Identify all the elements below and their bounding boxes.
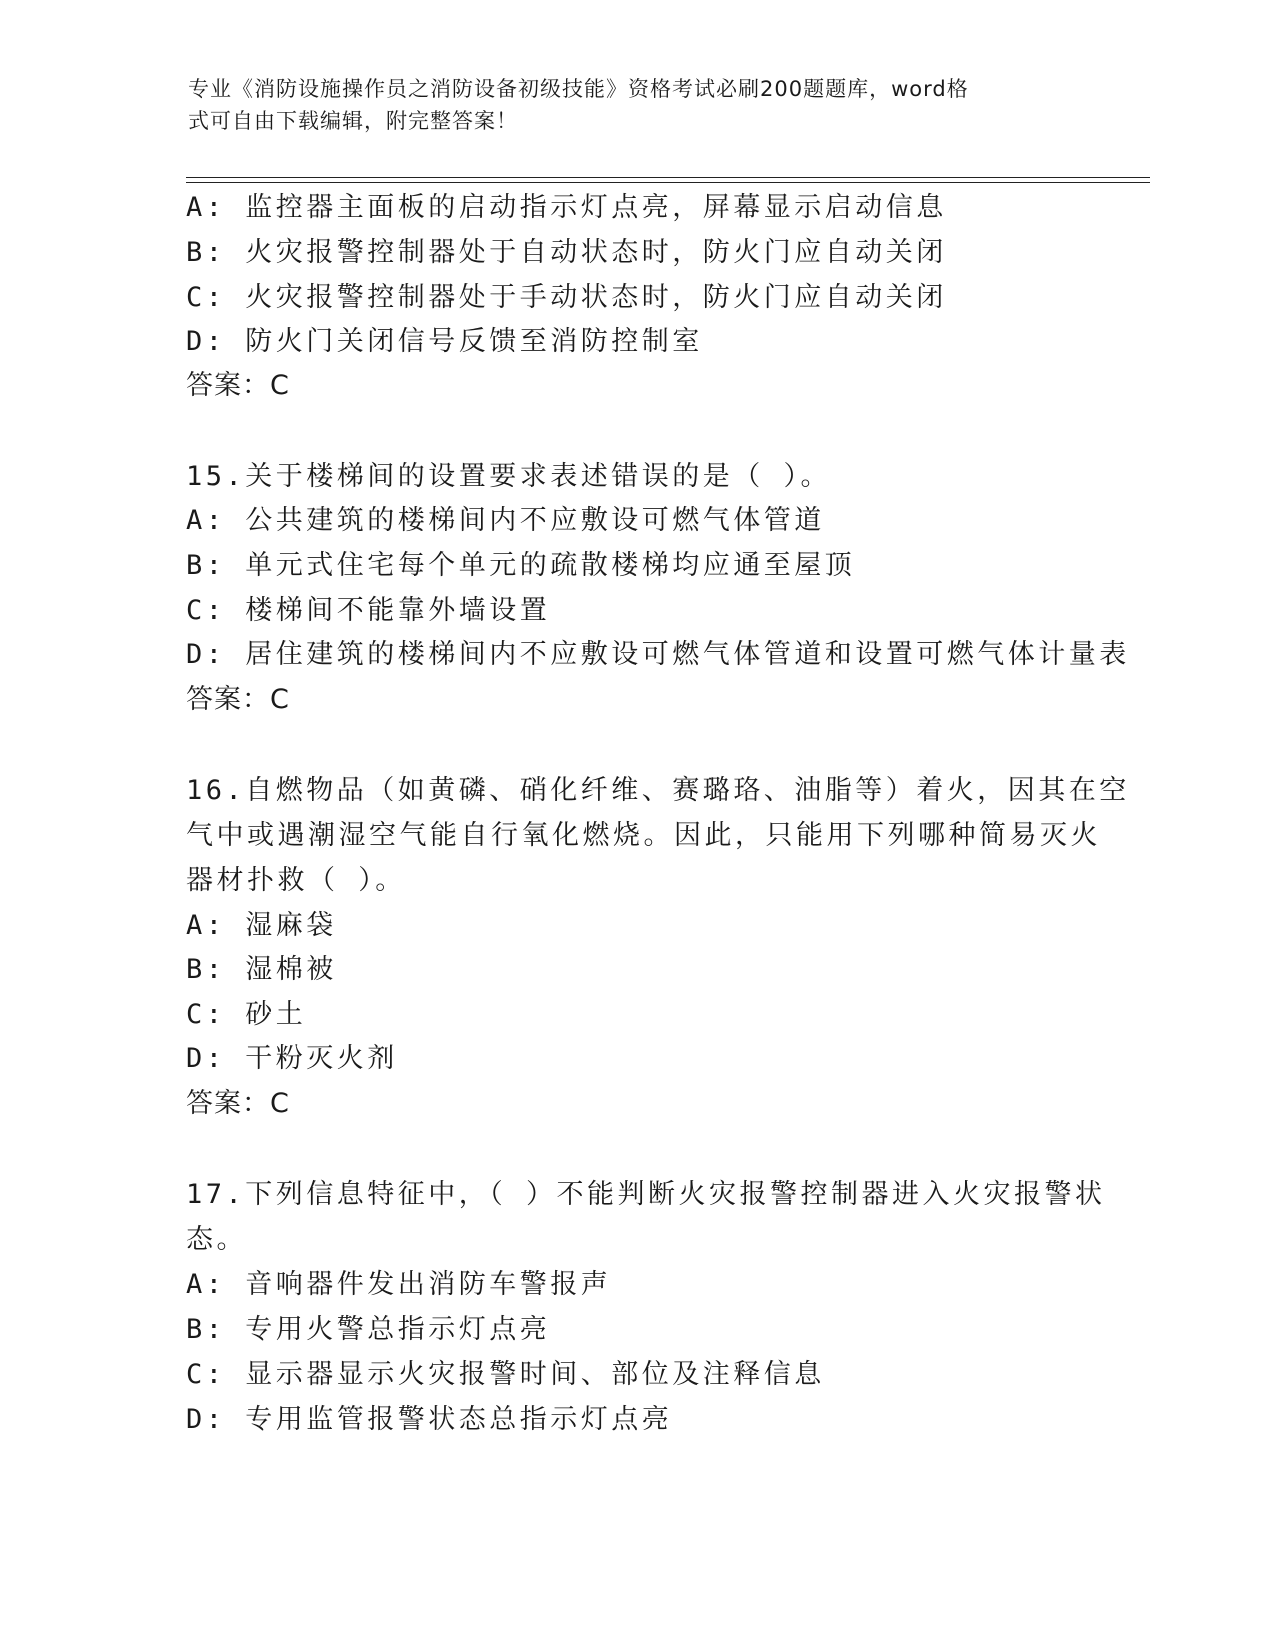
q16-stem-line-3: 器材扑救（ ）。 — [186, 865, 406, 896]
q15-stem-line-1: 15.关于楼梯间的设置要求表述错误的是（ ）。 — [186, 461, 832, 492]
q17-option-a: A: 音响器件发出消防车警报声 — [186, 1269, 612, 1300]
q15-option-d: D: 居住建筑的楼梯间内不应敷设可燃气体管道和设置可燃气体计量表 — [186, 639, 1130, 670]
header-rule-bottom — [186, 182, 1150, 183]
q17-stem-line-1: 17.下列信息特征中，（ ）不能判断火灾报警控制器进入火灾报警状 — [186, 1179, 1106, 1210]
q14-option-b: B: 火灾报警控制器处于自动状态时，防火门应自动关闭 — [186, 237, 947, 268]
header-line-1: 专业《消防设施操作员之消防设备初级技能》资格考试必刷200题题库，word格 — [188, 77, 969, 101]
q16-option-c: C: 砂土 — [186, 999, 307, 1030]
q17-option-b: B: 专用火警总指示灯点亮 — [186, 1314, 551, 1345]
q16-stem-line-2: 气中或遇潮湿空气能自行氧化燃烧。因此，只能用下列哪种简易灭火 — [186, 820, 1101, 851]
q16-option-b: B: 湿棉被 — [186, 954, 337, 985]
q15-option-a: A: 公共建筑的楼梯间内不应敷设可燃气体管道 — [186, 505, 825, 536]
q14-option-c: C: 火灾报警控制器处于手动状态时，防火门应自动关闭 — [186, 282, 947, 313]
q16-option-a: A: 湿麻袋 — [186, 910, 337, 941]
q14-option-d: D: 防火门关闭信号反馈至消防控制室 — [186, 326, 703, 357]
q17-stem-line-2: 态。 — [186, 1224, 247, 1255]
q17-option-c: C: 显示器显示火灾报警时间、部位及注释信息 — [186, 1359, 825, 1390]
q16-stem-line-1: 16.自燃物品（如黄磷、硝化纤维、赛璐珞、油脂等）着火，因其在空 — [186, 775, 1130, 806]
document-header — [188, 73, 1068, 137]
q15-answer: 答案：C — [186, 684, 290, 715]
header-line-2: 式可自由下载编辑，附完整答案！ — [188, 109, 518, 133]
q14-option-a: A: 监控器主面板的启动指示灯点亮，屏幕显示启动信息 — [186, 192, 947, 223]
q15-option-c: C: 楼梯间不能靠外墙设置 — [186, 595, 551, 626]
header-rule-top — [186, 177, 1150, 178]
q14-answer: 答案：C — [186, 370, 290, 401]
q16-option-d: D: 干粉灭火剂 — [186, 1043, 398, 1074]
q16-answer: 答案：C — [186, 1088, 290, 1119]
q17-option-d: D: 专用监管报警状态总指示灯点亮 — [186, 1404, 673, 1435]
q15-option-b: B: 单元式住宅每个单元的疏散楼梯均应通至屋顶 — [186, 550, 856, 581]
